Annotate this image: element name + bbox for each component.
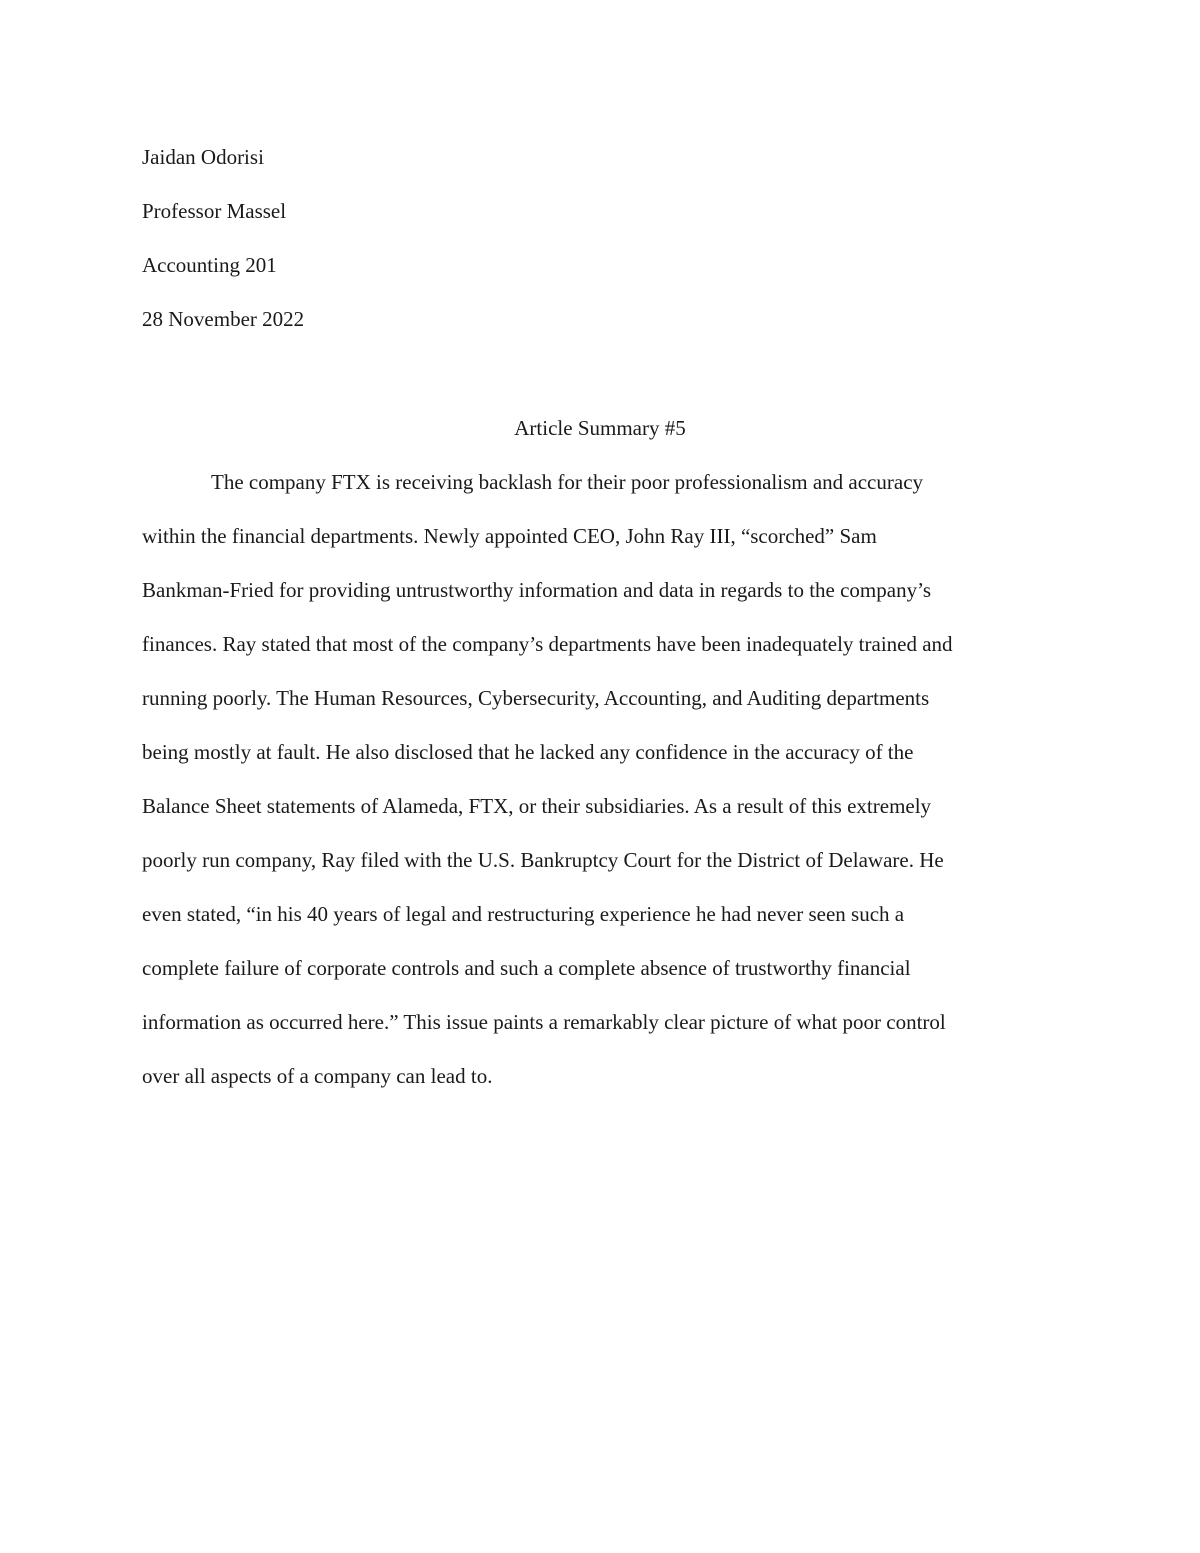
paragraph-line: over all aspects of a company can lead to.: [142, 1064, 493, 1088]
paragraph-line: The company FTX is receiving backlash for their poor professionalism and accuracy: [211, 470, 924, 494]
professor-name: Professor Massel: [142, 199, 287, 223]
paragraph-line: even stated, “in his 40 years of legal and restructuring experience he had never seen such a: [142, 902, 905, 926]
document-title: Article Summary #5: [514, 416, 686, 440]
paragraph-line: finances. Ray stated that most of the company’s departments have been inadequately trained and: [142, 632, 953, 656]
body-paragraph: [142, 465, 1058, 1113]
course-name: Accounting 201: [142, 253, 277, 277]
student-name: Jaidan Odorisi: [142, 145, 264, 169]
paragraph-line: poorly run company, Ray filed with the U.S. Bankruptcy Court for the District of Delaware. He: [142, 848, 944, 872]
paragraph-line: running poorly. The Human Resources, Cybersecurity, Accounting, and Auditing departments: [142, 686, 930, 710]
mla-heading: [142, 140, 1058, 356]
paragraph-line: Bankman-Fried for providing untrustworthy information and data in regards to the company’s: [142, 578, 932, 602]
paragraph-line: complete failure of corporate controls and such a complete absence of trustworthy financial: [142, 956, 911, 980]
document-content: [142, 140, 1058, 1088]
paragraph-line: within the financial departments. Newly appointed CEO, John Ray III, “scorched” Sam: [142, 524, 877, 548]
paragraph-line: Balance Sheet statements of Alameda, FTX, or their subsidiaries. As a result of this extremely: [142, 794, 932, 818]
paragraph-line: being mostly at fault. He also disclosed that he lacked any confidence in the accuracy of the: [142, 740, 914, 764]
paragraph-line: information as occurred here.” This issue paints a remarkably clear picture of what poor control: [142, 1010, 946, 1034]
document-date: 28 November 2022: [142, 307, 305, 331]
